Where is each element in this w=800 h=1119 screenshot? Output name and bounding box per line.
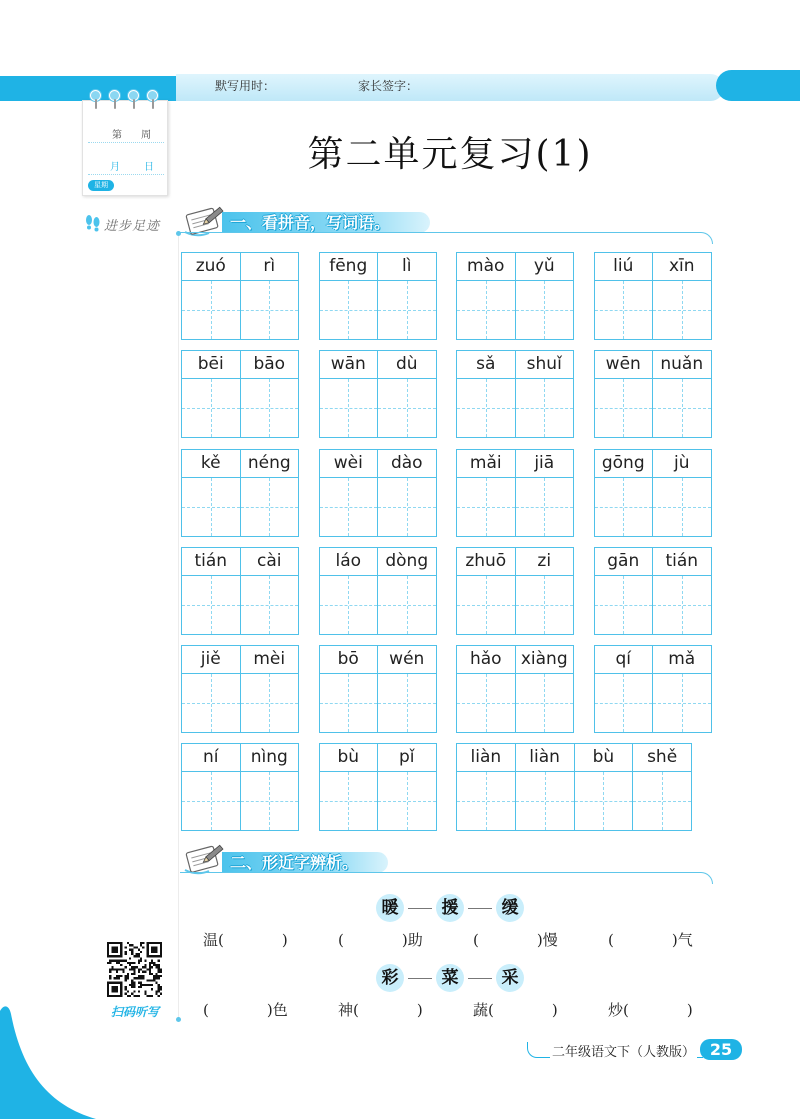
word-group — [594, 252, 712, 340]
circled-character: 暖 — [376, 894, 404, 922]
pinyin-label: zhuō — [457, 548, 515, 576]
page-title: 第二单元复习(1) — [307, 134, 593, 175]
pinyin-label: mào — [457, 253, 515, 281]
fill-blank-item — [473, 1000, 608, 1020]
character-writing-box[interactable] — [320, 576, 378, 634]
dictation-time-label: 默写用时： — [215, 79, 276, 93]
pinyin-label: ní — [182, 744, 240, 772]
word-group — [456, 547, 574, 635]
similar-character-group — [200, 894, 740, 964]
character-writing-box[interactable] — [457, 772, 515, 830]
blank-right-text: ) — [281, 931, 288, 949]
character-writing-box[interactable] — [378, 281, 436, 339]
word-group — [456, 645, 574, 733]
fill-blank-item — [473, 930, 608, 950]
pinyin-label: qí — [595, 646, 653, 674]
blank-right-text: ) — [416, 1001, 423, 1019]
pinyin-label: wān — [320, 351, 378, 379]
word-cell — [515, 253, 574, 339]
character-writing-box[interactable] — [653, 674, 711, 732]
word-cell — [652, 253, 711, 339]
word-cell — [377, 351, 436, 437]
pinyin-label: pǐ — [378, 744, 436, 772]
answer-blank[interactable] — [614, 931, 672, 949]
word-cell — [515, 548, 574, 634]
date-line — [88, 174, 164, 175]
word-cell — [652, 351, 711, 437]
word-cell — [515, 744, 574, 830]
character-writing-box[interactable] — [182, 281, 240, 339]
pinyin-label: xīn — [653, 253, 711, 281]
pinyin-label: zi — [516, 548, 574, 576]
fill-blank-row — [200, 930, 740, 950]
word-group — [319, 350, 437, 438]
word-group — [594, 547, 712, 635]
answer-blank[interactable] — [494, 1001, 552, 1019]
pinyin-label: néng — [241, 450, 299, 478]
character-writing-box[interactable] — [457, 281, 515, 339]
section-heading: 一、看拼音，写词语。 — [222, 212, 430, 233]
character-writing-box[interactable] — [516, 281, 574, 339]
word-cell — [515, 351, 574, 437]
word-group — [319, 252, 437, 340]
word-cell — [595, 351, 653, 437]
section-divider — [180, 872, 713, 884]
pinyin-label: gān — [595, 548, 653, 576]
blank-left-text: ( — [203, 1001, 209, 1019]
blank-left-text: ( — [473, 931, 479, 949]
character-writing-box[interactable] — [633, 772, 691, 830]
word-cell — [240, 744, 299, 830]
section-divider — [180, 232, 713, 244]
word-cell — [320, 253, 378, 339]
word-cell — [574, 744, 633, 830]
pinyin-label: jiě — [182, 646, 240, 674]
qr-label: 扫码听写 — [110, 1005, 159, 1019]
parent-signature-label: 家长签字： — [358, 79, 419, 93]
character-set — [200, 964, 740, 992]
margin-line — [178, 236, 179, 1020]
character-writing-box[interactable] — [457, 674, 515, 732]
corner-decoration — [0, 1005, 100, 1119]
word-cell — [595, 450, 653, 536]
character-writing-box[interactable] — [595, 478, 653, 536]
character-writing-box[interactable] — [457, 576, 515, 634]
character-writing-box[interactable] — [241, 674, 299, 732]
word-group — [181, 645, 299, 733]
word-cell — [652, 646, 711, 732]
pinyin-label: tián — [182, 548, 240, 576]
pinyin-label: nìng — [241, 744, 299, 772]
character-writing-box[interactable] — [182, 576, 240, 634]
word-cell — [320, 646, 378, 732]
pinyin-label: bāo — [241, 351, 299, 379]
character-writing-box[interactable] — [457, 478, 515, 536]
pinyin-label: mǎi — [457, 450, 515, 478]
section-dot — [176, 1017, 181, 1022]
fill-blank-item — [608, 1000, 743, 1020]
pinyin-label: jù — [653, 450, 711, 478]
answer-blank[interactable] — [224, 931, 282, 949]
binder-hook — [152, 99, 154, 109]
section-heading: 二、形近字辨析。 — [222, 852, 388, 873]
word-cell — [457, 548, 515, 634]
character-writing-box[interactable] — [653, 281, 711, 339]
character-writing-box[interactable] — [516, 379, 574, 437]
word-group — [181, 350, 299, 438]
fill-blank-item — [338, 930, 473, 950]
pinyin-label: wēn — [595, 351, 653, 379]
character-writing-box[interactable] — [241, 478, 299, 536]
word-cell — [240, 646, 299, 732]
character-writing-box[interactable] — [595, 674, 653, 732]
word-cell — [182, 646, 240, 732]
similar-characters-exercise — [200, 894, 740, 1034]
pinyin-label: láo — [320, 548, 378, 576]
pinyin-label: zuó — [182, 253, 240, 281]
character-writing-box[interactable] — [378, 379, 436, 437]
character-writing-box[interactable] — [182, 772, 240, 830]
pinyin-label: bù — [575, 744, 633, 772]
word-group — [456, 743, 692, 831]
word-group — [594, 350, 712, 438]
word-cell — [595, 548, 653, 634]
word-group — [594, 645, 712, 733]
similar-character-group — [200, 964, 740, 1034]
circled-character: 缓 — [496, 894, 524, 922]
notepad-pencil-icon — [183, 840, 227, 876]
character-writing-box[interactable] — [182, 379, 240, 437]
fill-blank-item — [203, 930, 338, 950]
blank-left-text: 神( — [338, 1001, 359, 1019]
fill-blank-row — [200, 1000, 740, 1020]
week-prefix: 第 — [112, 130, 122, 141]
pinyin-label: tián — [653, 548, 711, 576]
circled-character: 采 — [496, 964, 524, 992]
pinyin-label: hǎo — [457, 646, 515, 674]
pinyin-label: bō — [320, 646, 378, 674]
pinyin-label: wèi — [320, 450, 378, 478]
character-writing-box[interactable] — [516, 674, 574, 732]
word-cell — [240, 253, 299, 339]
circled-character: 菜 — [436, 964, 464, 992]
pinyin-label: rì — [241, 253, 299, 281]
word-group — [181, 449, 299, 537]
pinyin-word-grid — [181, 252, 712, 831]
circled-character: 援 — [436, 894, 464, 922]
answer-blank[interactable] — [479, 931, 537, 949]
word-group — [181, 743, 299, 831]
word-cell — [595, 253, 653, 339]
character-writing-box[interactable] — [241, 379, 299, 437]
character-writing-box[interactable] — [320, 281, 378, 339]
pinyin-label: bù — [320, 744, 378, 772]
word-cell — [457, 646, 515, 732]
word-group — [319, 547, 437, 635]
character-writing-box[interactable] — [653, 379, 711, 437]
pinyin-label: kě — [182, 450, 240, 478]
word-cell — [457, 744, 515, 830]
pinyin-label: dòng — [378, 548, 436, 576]
character-writing-box[interactable] — [320, 478, 378, 536]
word-group — [456, 449, 574, 537]
blank-right-text: ) — [686, 1001, 693, 1019]
pinyin-label: xiàng — [516, 646, 574, 674]
word-group — [319, 645, 437, 733]
pinyin-label: liú — [595, 253, 653, 281]
section-dot — [176, 231, 181, 236]
pinyin-label: yǔ — [516, 253, 574, 281]
character-writing-box[interactable] — [595, 281, 653, 339]
pinyin-label: dù — [378, 351, 436, 379]
character-writing-box[interactable] — [182, 478, 240, 536]
answer-blank[interactable] — [344, 931, 402, 949]
word-cell — [377, 646, 436, 732]
blank-right-text: )气 — [671, 931, 693, 949]
word-group — [456, 350, 574, 438]
week-suffix: 周 — [141, 130, 151, 141]
word-group — [181, 547, 299, 635]
dash-separator — [468, 908, 492, 909]
pinyin-label: jiā — [516, 450, 574, 478]
pinyin-label: sǎ — [457, 351, 515, 379]
book-label: 二年级语文下（人教版） — [550, 1041, 697, 1060]
blank-right-text: )慢 — [536, 931, 558, 949]
pinyin-label: shě — [633, 744, 691, 772]
word-cell — [515, 450, 574, 536]
circled-character: 彩 — [376, 964, 404, 992]
word-cell — [240, 548, 299, 634]
pinyin-label: bēi — [182, 351, 240, 379]
pinyin-label: liàn — [516, 744, 574, 772]
word-group — [456, 252, 574, 340]
character-writing-box[interactable] — [575, 772, 633, 830]
character-writing-box[interactable] — [241, 281, 299, 339]
character-writing-box[interactable] — [378, 576, 436, 634]
answer-blank[interactable] — [209, 1001, 267, 1019]
dash-separator — [468, 978, 492, 979]
character-writing-box[interactable] — [595, 576, 653, 634]
word-cell — [632, 744, 691, 830]
answer-blank[interactable] — [359, 1001, 417, 1019]
word-cell — [377, 253, 436, 339]
word-group — [181, 252, 299, 340]
blank-left-text: ( — [608, 931, 614, 949]
word-cell — [320, 548, 378, 634]
character-writing-box[interactable] — [653, 478, 711, 536]
word-cell — [457, 253, 515, 339]
character-writing-box[interactable] — [182, 674, 240, 732]
character-writing-box[interactable] — [595, 379, 653, 437]
character-writing-box[interactable] — [516, 478, 574, 536]
character-writing-box[interactable] — [653, 576, 711, 634]
pinyin-label: mèi — [241, 646, 299, 674]
footprints-icon — [84, 213, 102, 233]
blank-left-text: ( — [338, 931, 344, 949]
month-label: 月 — [110, 162, 120, 173]
character-writing-box[interactable] — [516, 576, 574, 634]
character-writing-box[interactable] — [320, 379, 378, 437]
qr-code-icon[interactable] — [107, 942, 162, 997]
weekday-badge: 星期 — [88, 180, 114, 191]
word-cell — [240, 450, 299, 536]
word-cell — [320, 450, 378, 536]
fill-blank-item — [338, 1000, 473, 1020]
pinyin-label: gōng — [595, 450, 653, 478]
word-cell — [377, 548, 436, 634]
dash-separator — [408, 908, 432, 909]
character-writing-box[interactable] — [241, 772, 299, 830]
pinyin-label: fēng — [320, 253, 378, 281]
binder-hook — [133, 99, 135, 109]
progress-label: 进步足迹 — [104, 219, 161, 234]
pinyin-label: nuǎn — [653, 351, 711, 379]
word-cell — [652, 548, 711, 634]
answer-blank[interactable] — [629, 1001, 687, 1019]
pinyin-label: cài — [241, 548, 299, 576]
character-writing-box[interactable] — [457, 379, 515, 437]
blank-left-text: 温( — [203, 931, 224, 949]
word-cell — [457, 450, 515, 536]
word-cell — [515, 646, 574, 732]
word-cell — [457, 351, 515, 437]
binder-hook — [95, 99, 97, 109]
word-cell — [595, 646, 653, 732]
pinyin-label: shuǐ — [516, 351, 574, 379]
word-cell — [182, 450, 240, 536]
blank-right-text: )助 — [401, 931, 423, 949]
word-cell — [182, 351, 240, 437]
character-writing-box[interactable] — [516, 772, 574, 830]
fill-blank-item — [203, 1000, 338, 1020]
word-cell — [320, 744, 378, 830]
blank-left-text: 蔬( — [473, 1001, 494, 1019]
binder-hook — [114, 99, 116, 109]
character-writing-box[interactable] — [241, 576, 299, 634]
pinyin-label: wén — [378, 646, 436, 674]
word-cell — [182, 253, 240, 339]
word-cell — [240, 351, 299, 437]
pinyin-label: dào — [378, 450, 436, 478]
day-label: 日 — [144, 162, 154, 173]
character-writing-box[interactable] — [378, 478, 436, 536]
pinyin-label: lì — [378, 253, 436, 281]
word-group — [594, 449, 712, 537]
word-cell — [182, 744, 240, 830]
blank-left-text: 炒( — [608, 1001, 629, 1019]
word-group — [319, 449, 437, 537]
dash-separator — [408, 978, 432, 979]
pinyin-label: mǎ — [653, 646, 711, 674]
character-set — [200, 894, 740, 922]
blank-right-text: ) — [551, 1001, 558, 1019]
word-cell — [377, 450, 436, 536]
blank-right-text: )色 — [266, 1001, 288, 1019]
week-line — [88, 142, 164, 143]
word-cell — [377, 744, 436, 830]
word-cell — [320, 351, 378, 437]
word-cell — [652, 450, 711, 536]
fill-blank-item — [608, 930, 743, 950]
pinyin-label: liàn — [457, 744, 515, 772]
page-number: 25 — [700, 1039, 742, 1060]
character-writing-box[interactable] — [378, 772, 436, 830]
character-writing-box[interactable] — [320, 674, 378, 732]
word-cell — [182, 548, 240, 634]
character-writing-box[interactable] — [378, 674, 436, 732]
header-accent-right — [716, 70, 800, 101]
character-writing-box[interactable] — [320, 772, 378, 830]
word-group — [319, 743, 437, 831]
